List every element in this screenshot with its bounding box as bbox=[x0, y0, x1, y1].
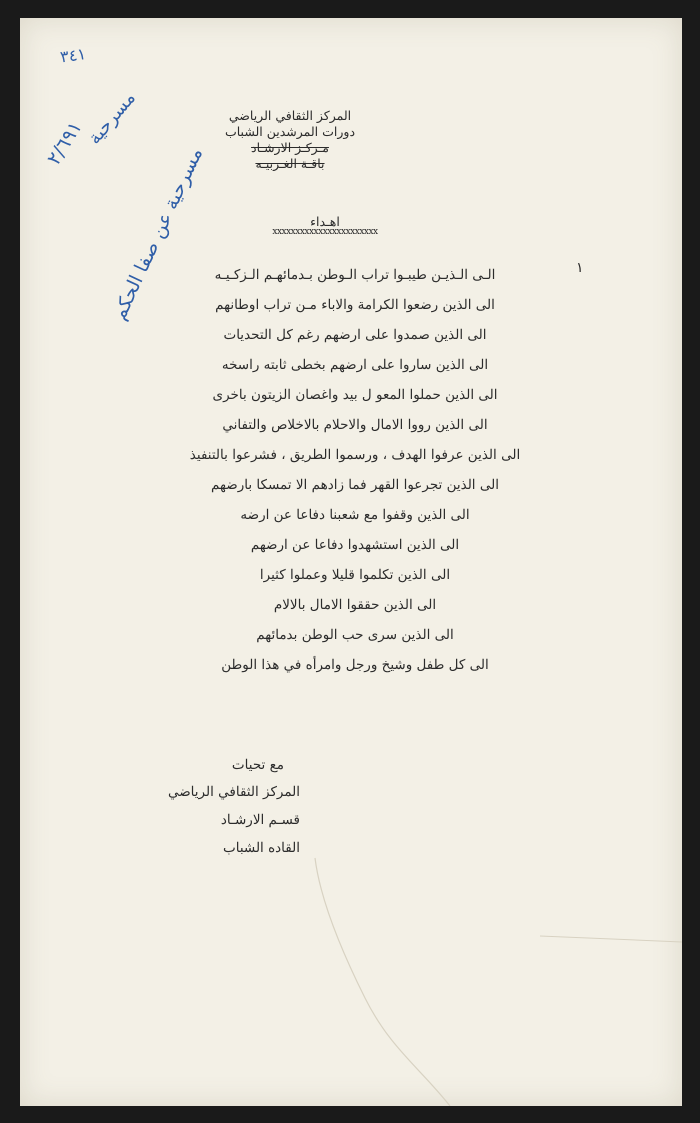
signature-group: القاده الشباب bbox=[223, 840, 300, 856]
dedication-title: اهـداء bbox=[310, 214, 340, 229]
dedication-line: الى الذين حملوا المعو ل بيد واغصان الزيتون باخرى bbox=[212, 387, 498, 403]
handwritten-date: ٢/٦٩١ bbox=[42, 117, 87, 169]
dedication-line: الى الذين رضعوا الكرامة والاباء مـن تراب اوطانهم bbox=[215, 297, 495, 313]
dedication-line: الى الذين سرى حب الوطن بدمائهم bbox=[256, 627, 454, 643]
document-page bbox=[20, 18, 682, 1106]
handwritten-note-1: مسرحية bbox=[84, 87, 140, 149]
dedication-underline: xxxxxxxxxxxxxxxxxxxxxxx bbox=[272, 227, 378, 237]
dedication-line: الى كل طفل وشيخ ورجل وامرأه في هذا الوطن bbox=[221, 657, 489, 673]
signature-org: المركز الثقافي الرياضي bbox=[167, 784, 300, 800]
dedication-line: الى الذين حققوا الامال بالالام bbox=[273, 597, 437, 613]
item-number: ١ bbox=[576, 260, 584, 276]
handwritten-note-2: مسرحية عن صفا الحكم bbox=[108, 144, 208, 324]
letterhead-line-2: دورات المرشدين الشباب bbox=[224, 124, 356, 139]
signature-dept: قسـم الارشـاد bbox=[220, 812, 300, 828]
letterhead-line-1: المركز الثقافي الرياضي bbox=[228, 108, 352, 123]
dedication-line: الى الذين وقفوا مع شعبنا دفاعا عن ارضه bbox=[240, 507, 470, 523]
dedication-line: الى الذين تكلموا قليلا وعملوا كثيرا bbox=[259, 567, 451, 583]
signature-block bbox=[140, 752, 300, 862]
letterhead bbox=[190, 108, 390, 172]
dedication-line: الى الذين صمدوا على ارضهم رغم كل التحديات bbox=[223, 327, 487, 343]
letterhead-line-4: باقـة الغـربيـه bbox=[255, 156, 325, 171]
dedication-line: الى الذين عرفوا الهدف ، ورسموا الطريق ، فشرعوا بالتنفيذ bbox=[189, 447, 521, 463]
dedication-line: الى الذين تجرعوا القهر فما زادهم الا تمسكا بارضهم bbox=[211, 477, 499, 493]
handwritten-number: ٣٤١ bbox=[58, 44, 88, 67]
dedication-line: الـى الـذيـن طيبـوا تراب الـوطن بـدمائهـم الـزكـيـه bbox=[214, 267, 496, 283]
dedication-heading bbox=[250, 214, 400, 237]
signature-greeting: مع تحيات bbox=[231, 757, 284, 773]
dedication-line: الى الذين رووا الامال والاحلام بالاخلاص والتفاني bbox=[222, 417, 488, 433]
dedication-line: الى الذين استشهدوا دفاعا عن ارضهم bbox=[250, 537, 460, 553]
letterhead-line-3: مـركـز الارشـاد bbox=[251, 140, 329, 155]
dedication-lines bbox=[140, 260, 570, 680]
dedication-line: الى الذين ساروا على ارضهم بخطى ثابته راسخه bbox=[221, 357, 489, 373]
